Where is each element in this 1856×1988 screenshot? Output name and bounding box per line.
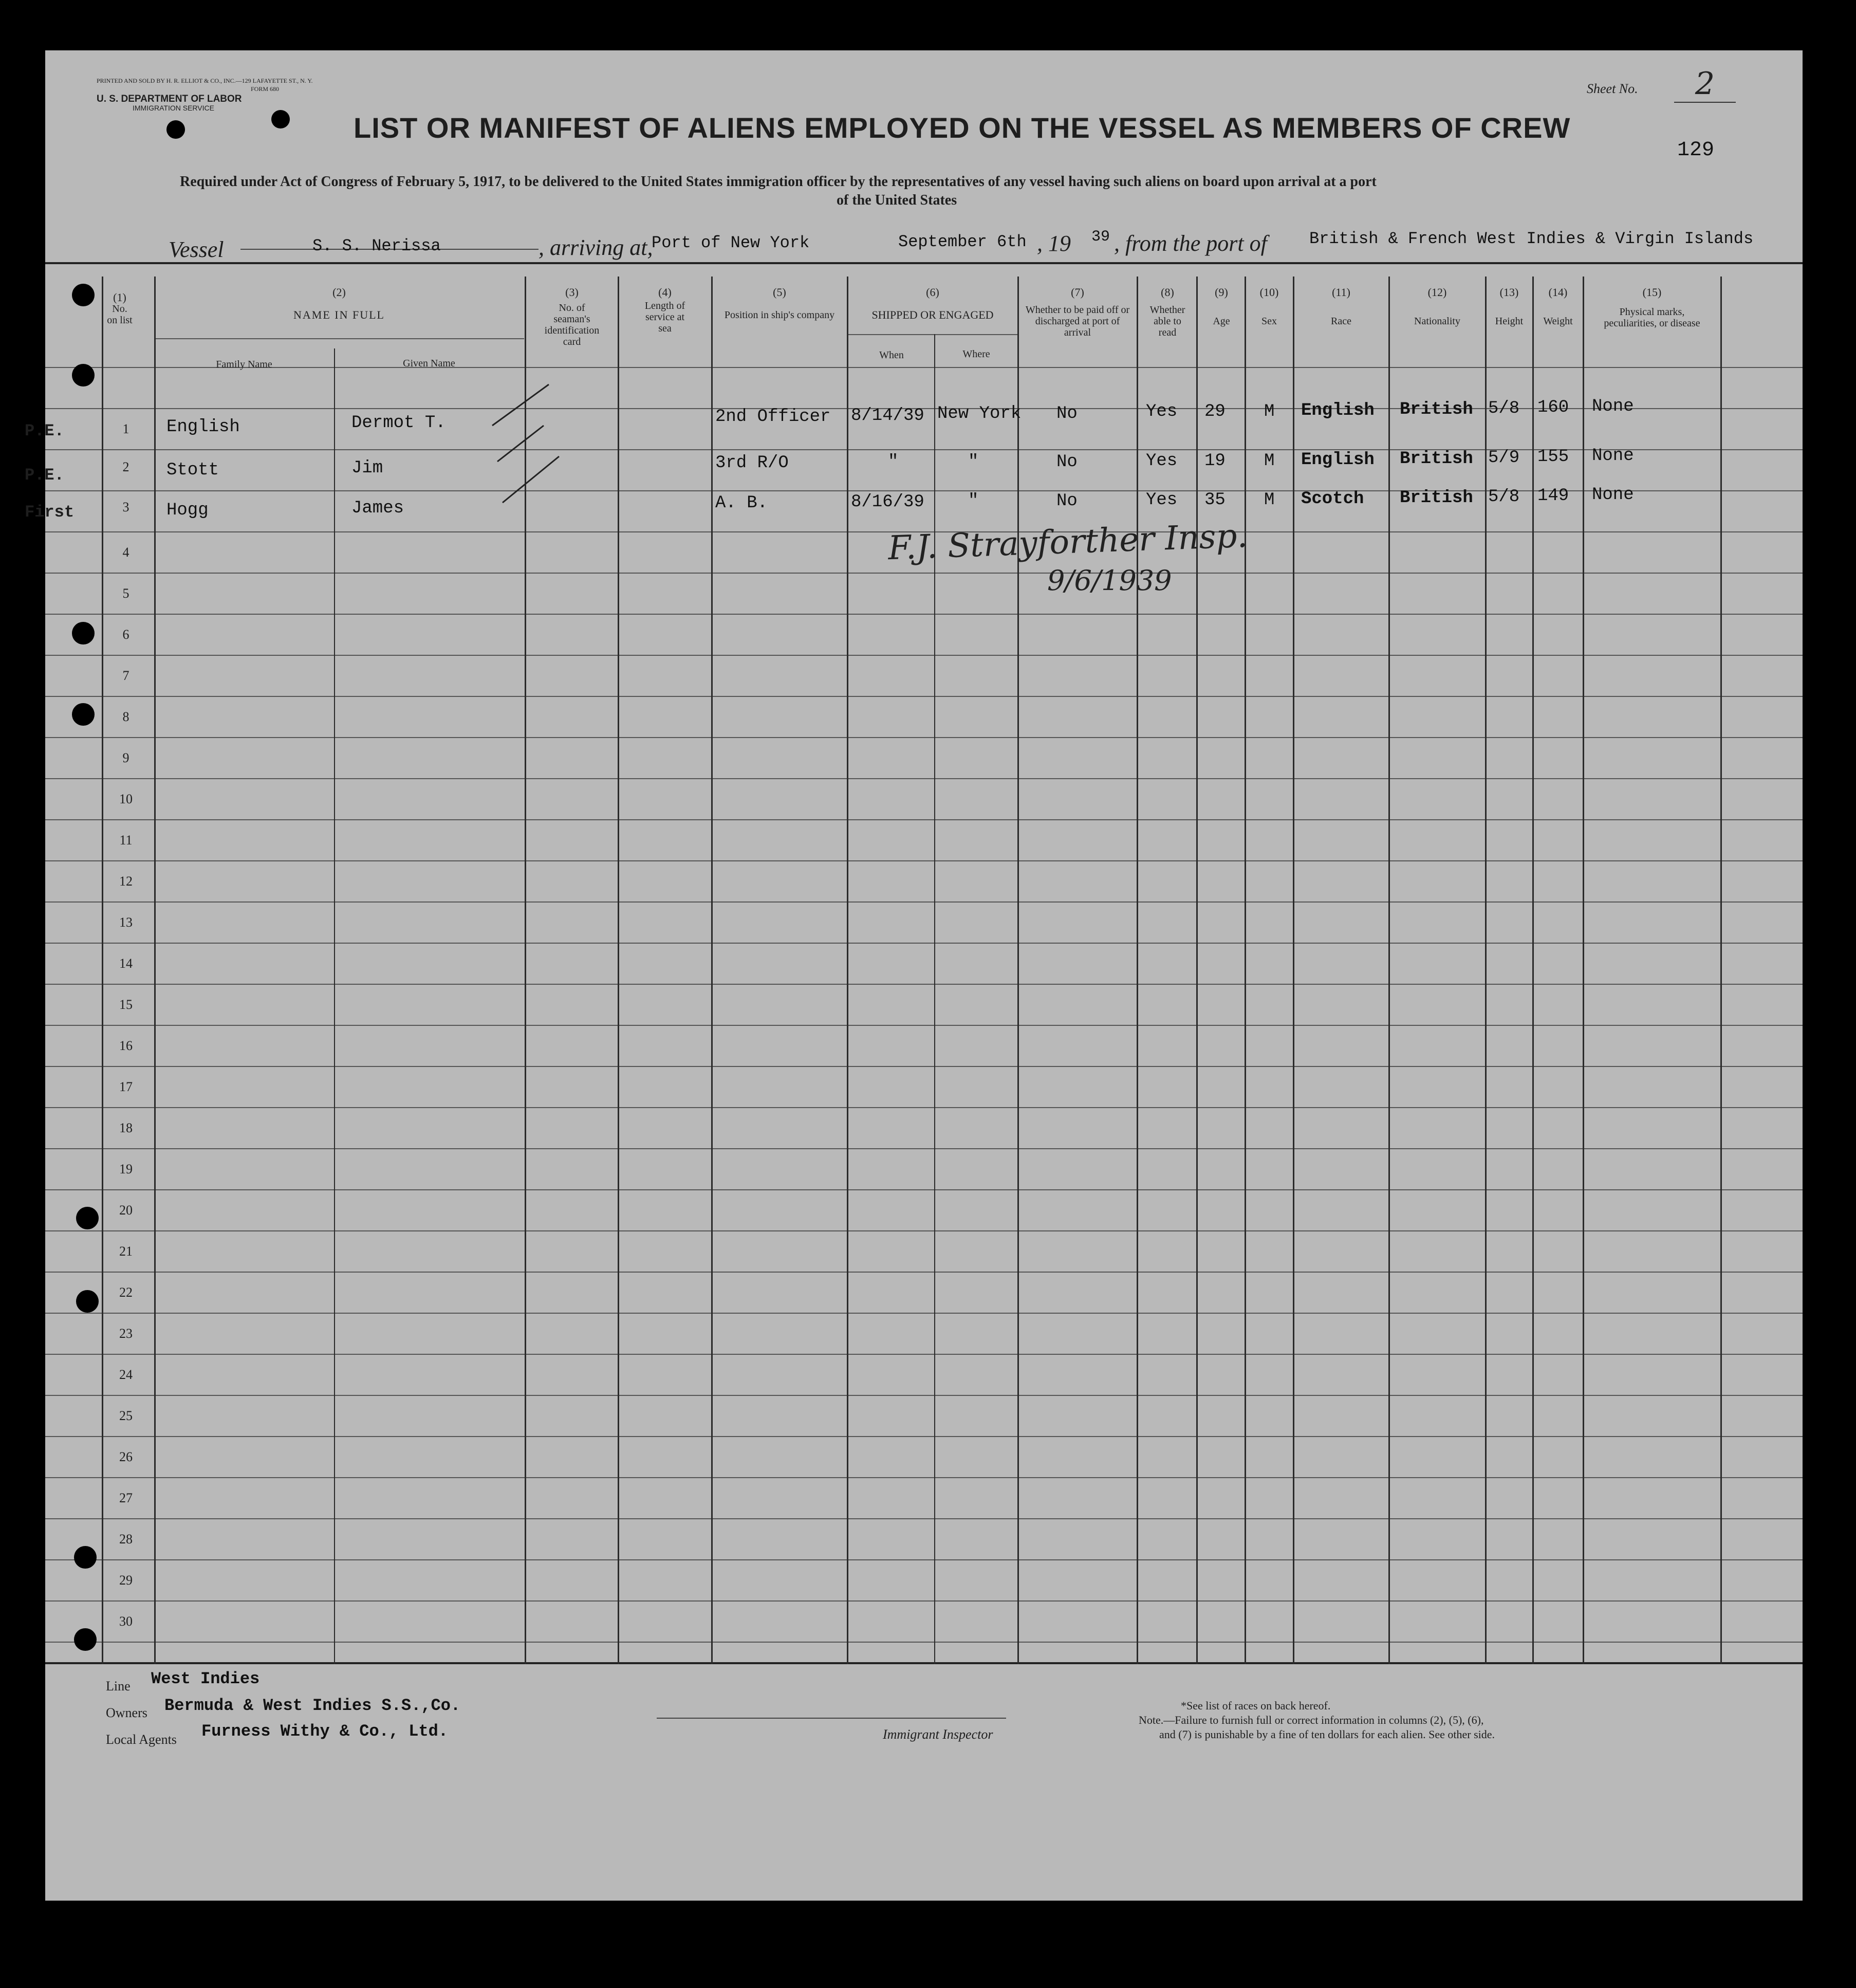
- row-number: 12: [119, 874, 133, 889]
- row-1-age: 29: [1204, 402, 1226, 421]
- col-line: [334, 348, 335, 1664]
- vessel-label: Vessel: [169, 237, 224, 262]
- row-number: 25: [119, 1408, 133, 1423]
- row-1-shipped-where: New York: [937, 404, 1022, 424]
- row-3-able-to-read: Yes: [1146, 490, 1178, 510]
- punch-hole: [72, 703, 95, 726]
- row-line: [45, 696, 1803, 697]
- arrival-year: 39: [1091, 228, 1110, 246]
- col-3-header: (3) No. of seaman's identification card: [544, 286, 600, 347]
- row-2-given-name: Jim: [351, 458, 383, 478]
- races-note: *See list of races on back hereof.: [1181, 1699, 1331, 1712]
- row-2-age: 19: [1204, 451, 1226, 471]
- row-3-height: 5/8: [1488, 487, 1520, 507]
- departure-port: British & French West Indies & Virgin Islands: [1309, 229, 1754, 248]
- row-number: 24: [119, 1367, 133, 1382]
- row-2-shipped-where: ": [968, 452, 979, 472]
- row-line: [45, 1107, 1803, 1108]
- row-3-margin: First: [25, 503, 75, 522]
- col-6-header: (6) SHIPPED OR ENGAGED: [871, 286, 994, 321]
- col-10-header: (10) Sex: [1259, 286, 1279, 327]
- row-number: 17: [119, 1079, 133, 1094]
- col-line: [1532, 277, 1534, 1664]
- row-line: [45, 614, 1803, 615]
- subtitle-line-1: Required under Act of Congress of February 5, 1917, to be delivered to the United States immigration officer by the representatives of any vessel having such aliens on board upon arrival at a port: [180, 174, 1377, 190]
- row-number: 21: [119, 1244, 133, 1259]
- page-number: 129: [1677, 139, 1715, 162]
- row-number: 8: [122, 709, 129, 724]
- row-2-family-name: Stott: [166, 461, 219, 480]
- row-line: [45, 943, 1803, 944]
- year-prefix: , 19: [1037, 231, 1071, 256]
- owners-label: Owners: [106, 1705, 147, 1720]
- row-line: [45, 1313, 1803, 1314]
- col-line: [847, 277, 848, 1664]
- owners-value: Bermuda & West Indies S.S.,Co.: [164, 1696, 461, 1715]
- col-5-header: (5) Position in ship's company: [724, 286, 835, 321]
- col-14-header: (14) Weight: [1543, 286, 1573, 327]
- row-line: [45, 1395, 1803, 1396]
- row-2-height: 5/9: [1488, 448, 1520, 468]
- inspector-signature: F.J. Strayforther Insp.: [887, 517, 1248, 568]
- check-marks: [487, 379, 590, 533]
- sheet-number: 2: [1674, 66, 1736, 103]
- subtitle-line-2: of the United States: [837, 192, 957, 208]
- col-line: [1388, 277, 1390, 1664]
- col-line: [1293, 277, 1294, 1664]
- row-line: [45, 1148, 1803, 1149]
- col-line: [1137, 277, 1138, 1664]
- row-number: 7: [122, 668, 129, 683]
- agents-value: Furness Withy & Co., Ltd.: [201, 1722, 449, 1741]
- row-2-marks: None: [1592, 446, 1634, 466]
- row-line: [45, 1436, 1803, 1437]
- shipped-divider: [848, 334, 1017, 335]
- row-number: 10: [119, 791, 133, 806]
- row-2-number: 2: [122, 459, 129, 474]
- page-title: LIST OR MANIFEST OF ALIENS EMPLOYED ON THE VESSEL AS MEMBERS OF CREW: [354, 112, 1571, 144]
- row-number: 28: [119, 1532, 133, 1547]
- row-line: [45, 1518, 1803, 1519]
- line-value: West Indies: [151, 1669, 260, 1688]
- row-2-able-to-read: Yes: [1146, 451, 1178, 471]
- row-1-given-name: Dermot T.: [351, 413, 446, 433]
- row-1-height: 5/8: [1488, 399, 1520, 418]
- row-2-shipped-when: ": [888, 452, 899, 472]
- col-line: [711, 277, 713, 1664]
- row-line: [45, 984, 1803, 985]
- row-3-shipped-where: ": [968, 491, 979, 511]
- row-1-number: 1: [122, 421, 129, 436]
- row-3-given-name: James: [351, 499, 404, 518]
- row-number: 23: [119, 1326, 133, 1341]
- line-label: Line: [106, 1679, 131, 1694]
- row-line: [45, 1642, 1803, 1643]
- col-line: [1583, 277, 1584, 1664]
- inspector-signature-line: [657, 1718, 1006, 1719]
- col-line: [1720, 277, 1722, 1664]
- punch-hole: [72, 622, 95, 645]
- row-number: 26: [119, 1449, 133, 1464]
- form-number: FORM 680: [251, 85, 280, 93]
- row-3-nationality: British: [1400, 488, 1473, 508]
- punch-hole: [166, 120, 185, 139]
- row-line: [45, 1559, 1803, 1560]
- row-number: 6: [122, 627, 129, 642]
- arrival-port: Port of New York: [652, 233, 810, 252]
- where-header: Where: [962, 348, 990, 360]
- row-number: 29: [119, 1573, 133, 1588]
- row-2-paid-off: No: [1056, 452, 1078, 472]
- row-number: 30: [119, 1614, 133, 1629]
- table-bottom-border: [45, 1662, 1803, 1664]
- row-1-paid-off: No: [1056, 404, 1078, 424]
- row-3-family-name: Hogg: [166, 501, 209, 520]
- col-12-header: (12) Nationality: [1414, 286, 1460, 327]
- row-number: 15: [119, 997, 133, 1012]
- sheet-label: Sheet No.: [1587, 81, 1638, 96]
- row-line: [45, 1025, 1803, 1026]
- row-1-sex: M: [1264, 402, 1275, 421]
- punch-hole: [72, 364, 95, 386]
- col-2-header: (2) NAME IN FULL: [293, 286, 385, 321]
- row-line: [45, 1600, 1803, 1602]
- service-label: IMMIGRATION SERVICE: [133, 104, 214, 112]
- row-line: [45, 573, 1803, 574]
- name-divider: [154, 338, 524, 339]
- row-2-weight: 155: [1537, 447, 1569, 467]
- penalty-note-1: Note.—Failure to furnish full or correct information in columns (2), (5), (6),: [1139, 1714, 1484, 1726]
- row-line: [45, 1354, 1803, 1355]
- col-line: [1245, 277, 1246, 1664]
- row-3-sex: M: [1264, 490, 1275, 510]
- department-label: U. S. DEPARTMENT OF LABOR: [97, 94, 242, 104]
- row-1-able-to-read: Yes: [1146, 402, 1178, 421]
- row-1-marks: None: [1592, 397, 1634, 416]
- vessel-name: S. S. Nerissa: [312, 236, 441, 255]
- row-1-race: English: [1301, 401, 1375, 420]
- punch-hole: [74, 1628, 97, 1651]
- row-3-paid-off: No: [1056, 491, 1078, 511]
- row-number: 19: [119, 1162, 133, 1176]
- row-1-weight: 160: [1537, 398, 1569, 417]
- col-line: [618, 277, 619, 1664]
- row-3-weight: 149: [1537, 486, 1569, 506]
- row-2-margin: P.E.: [25, 466, 64, 485]
- given-name-header: Given Name: [403, 358, 455, 369]
- row-1-shipped-when: 8/14/39: [851, 406, 924, 426]
- row-number: 16: [119, 1038, 133, 1053]
- row-1-position: 2nd Officer: [715, 407, 831, 427]
- col-8-header: (8) Whether able to read: [1149, 286, 1185, 338]
- row-3-number: 3: [122, 500, 129, 514]
- col-line: [1485, 277, 1487, 1664]
- row-line: [45, 1066, 1803, 1067]
- row-line: [45, 1230, 1803, 1231]
- row-2-sex: M: [1264, 451, 1275, 471]
- penalty-note-2: and (7) is punishable by a fine of ten dollars for each alien. See other side.: [1159, 1728, 1495, 1741]
- col-1-header: (1) No. on list: [107, 291, 133, 326]
- row-2-position: 3rd R/O: [715, 453, 789, 473]
- family-name-header: Family Name: [216, 359, 272, 370]
- printer-line: PRINTED AND SOLD BY H. R. ELLIOT & CO., INC.—129 LAFAYETTE ST., N. Y.: [97, 77, 313, 84]
- row-number: 22: [119, 1285, 133, 1300]
- col-line: [1017, 277, 1019, 1664]
- col-line: [1196, 277, 1198, 1664]
- row-line: [45, 737, 1803, 738]
- row-3-marks: None: [1592, 485, 1634, 505]
- row-number: 14: [119, 956, 133, 971]
- row-line: [45, 1477, 1803, 1478]
- row-3-race: Scotch: [1301, 489, 1364, 509]
- arrival-date: September 6th: [898, 232, 1027, 251]
- row-line: [45, 1189, 1803, 1190]
- row-1-nationality: British: [1400, 400, 1473, 419]
- row-line: [45, 1272, 1803, 1273]
- row-number: 13: [119, 915, 133, 930]
- col-11-header: (11) Race: [1331, 286, 1351, 327]
- row-1-family-name: English: [166, 417, 240, 437]
- row-line: [45, 655, 1803, 656]
- col-line: [154, 277, 156, 1664]
- punch-hole: [72, 284, 95, 306]
- punch-hole: [76, 1207, 99, 1229]
- row-number: 20: [119, 1203, 133, 1218]
- signature-date: 9/6/1939: [1047, 564, 1172, 597]
- row-number: 11: [119, 833, 133, 848]
- row-2-race: English: [1301, 450, 1375, 470]
- row-3-shipped-when: 8/16/39: [851, 492, 924, 512]
- table-top-border: [45, 262, 1803, 264]
- row-2-nationality: British: [1400, 449, 1473, 469]
- punch-hole: [76, 1290, 99, 1313]
- col-7-header: (7) Whether to be paid off or discharged at port of arrival: [1025, 286, 1130, 338]
- punch-hole: [74, 1546, 97, 1569]
- from-label: , from the port of: [1114, 231, 1267, 256]
- agents-label: Local Agents: [106, 1732, 177, 1747]
- when-header: When: [879, 349, 904, 361]
- row-line: [45, 860, 1803, 861]
- col-line: [102, 277, 103, 1664]
- row-3-age: 35: [1204, 490, 1226, 510]
- row-line: [45, 819, 1803, 820]
- row-3-position: A. B.: [715, 493, 768, 513]
- row-number: 18: [119, 1120, 133, 1135]
- row-number: 9: [122, 750, 129, 765]
- punch-hole: [271, 110, 290, 128]
- row-number: 4: [122, 545, 129, 560]
- col-15-header: (15) Physical marks, peculiarities, or disease: [1604, 286, 1700, 329]
- col-4-header: (4) Length of service at sea: [644, 286, 685, 334]
- row-number: 27: [119, 1490, 133, 1505]
- manifest-sheet: [25, 50, 1803, 1901]
- col-13-header: (13) Height: [1495, 286, 1524, 327]
- row-1-margin: P.E.: [25, 421, 64, 440]
- inspector-label: Immigrant Inspector: [883, 1727, 993, 1742]
- col-9-header: (9) Age: [1213, 286, 1230, 327]
- row-number: 5: [122, 586, 129, 601]
- row-line: [45, 778, 1803, 779]
- arriving-label: , arriving at,: [539, 235, 653, 260]
- row-line: [45, 901, 1803, 903]
